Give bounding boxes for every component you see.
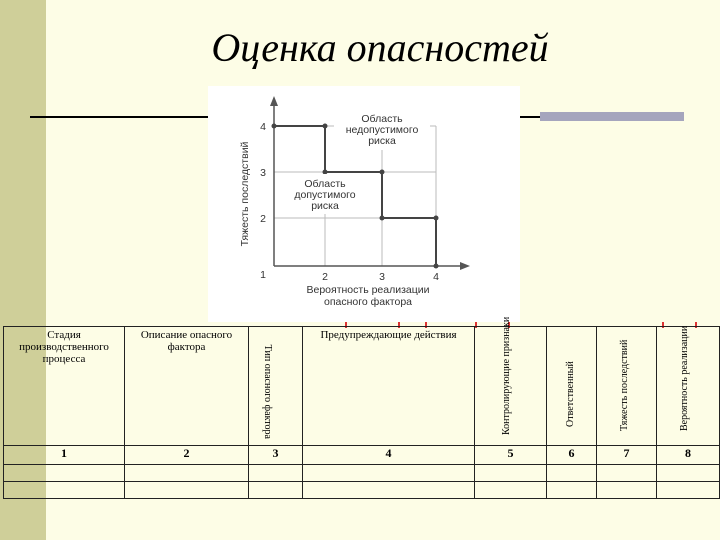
y-tick-label: 2 <box>260 213 266 225</box>
header-cell <box>249 327 303 446</box>
table-cell[interactable] <box>303 465 475 482</box>
x-axis-label-line2: опасного фактора <box>323 296 413 308</box>
x-tick-label: 2 <box>322 271 328 283</box>
y-tick-label: 3 <box>260 167 266 179</box>
table-cell[interactable] <box>4 465 125 482</box>
region-acceptable-line2: допустимого <box>294 189 356 201</box>
table-cell[interactable] <box>657 465 720 482</box>
header-cell <box>303 327 475 446</box>
table-cell[interactable] <box>597 482 657 499</box>
header-type: Тип опасного фактора <box>262 344 273 439</box>
header-actions: Предупреждающие действия <box>320 329 457 341</box>
boundary-point <box>434 264 439 269</box>
column-number: 3 <box>249 446 303 465</box>
header-cell <box>597 327 657 446</box>
y-axis-label: Тяжесть последствий <box>239 141 251 247</box>
region-unacceptable-line2: недопустимого <box>345 124 419 136</box>
column-number: 7 <box>597 446 657 465</box>
header-cell <box>125 327 249 446</box>
column-number: 4 <box>303 446 475 465</box>
table-row <box>4 465 720 482</box>
boundary-point <box>323 170 328 175</box>
boundary-point <box>323 124 328 129</box>
table-cell[interactable] <box>303 482 475 499</box>
table-cell[interactable] <box>249 465 303 482</box>
table-cell[interactable] <box>125 465 249 482</box>
header-description: Описание опасного фактора <box>140 329 233 353</box>
title-rule-mid <box>520 116 540 118</box>
table-header-row <box>4 327 720 446</box>
table-cell[interactable] <box>4 482 125 499</box>
x-tick-label: 4 <box>433 271 439 283</box>
header-probability: Вероятность реализации <box>679 325 690 431</box>
region-acceptable-line3: риска <box>311 200 339 212</box>
hazard-table <box>3 316 720 499</box>
y-tick-label: 4 <box>260 121 266 133</box>
table-cell[interactable] <box>657 482 720 499</box>
header-severity: Тяжесть последствий <box>619 339 630 431</box>
region-unacceptable-line1: Область <box>361 113 403 125</box>
page-title: Оценка опасностей <box>211 25 549 70</box>
x-axis-arrow-icon <box>460 262 470 270</box>
column-number: 5 <box>475 446 547 465</box>
x-tick-label: 3 <box>379 271 385 283</box>
title-rule-left <box>30 116 220 118</box>
column-number: 2 <box>125 446 249 465</box>
risk-diagram-svg <box>208 86 520 322</box>
boundary-point <box>272 124 277 129</box>
column-number: 8 <box>657 446 720 465</box>
table-cell[interactable] <box>475 482 547 499</box>
header-cell <box>657 327 720 446</box>
boundary-point <box>380 170 385 175</box>
header-cell <box>475 316 547 446</box>
header-stage: Стадия производственного процесса <box>19 329 109 365</box>
header-cell <box>547 327 597 446</box>
risk-diagram <box>208 86 520 322</box>
y-axis-arrow-icon <box>270 96 278 106</box>
table-number-row <box>4 446 720 465</box>
header-control: Контролирующие признаки <box>501 316 512 435</box>
table-cell[interactable] <box>475 465 547 482</box>
table-cell[interactable] <box>547 482 597 499</box>
origin-label: 1 <box>260 269 266 281</box>
table-cell[interactable] <box>547 465 597 482</box>
table-cell[interactable] <box>597 465 657 482</box>
column-number: 6 <box>547 446 597 465</box>
hazard-assessment-table <box>3 316 719 498</box>
column-number: 1 <box>4 446 125 465</box>
table-cell[interactable] <box>125 482 249 499</box>
table-row <box>4 482 720 499</box>
header-responsible: Ответственный <box>565 361 576 427</box>
boundary-point <box>434 216 439 221</box>
title-accent-bar <box>540 112 684 121</box>
x-axis-label-line1: Вероятность реализации <box>306 284 430 296</box>
region-unacceptable-line3: риска <box>368 135 396 147</box>
boundary-point <box>380 216 385 221</box>
header-cell <box>4 327 125 446</box>
table-cell[interactable] <box>249 482 303 499</box>
region-acceptable-line1: Область <box>304 178 346 190</box>
